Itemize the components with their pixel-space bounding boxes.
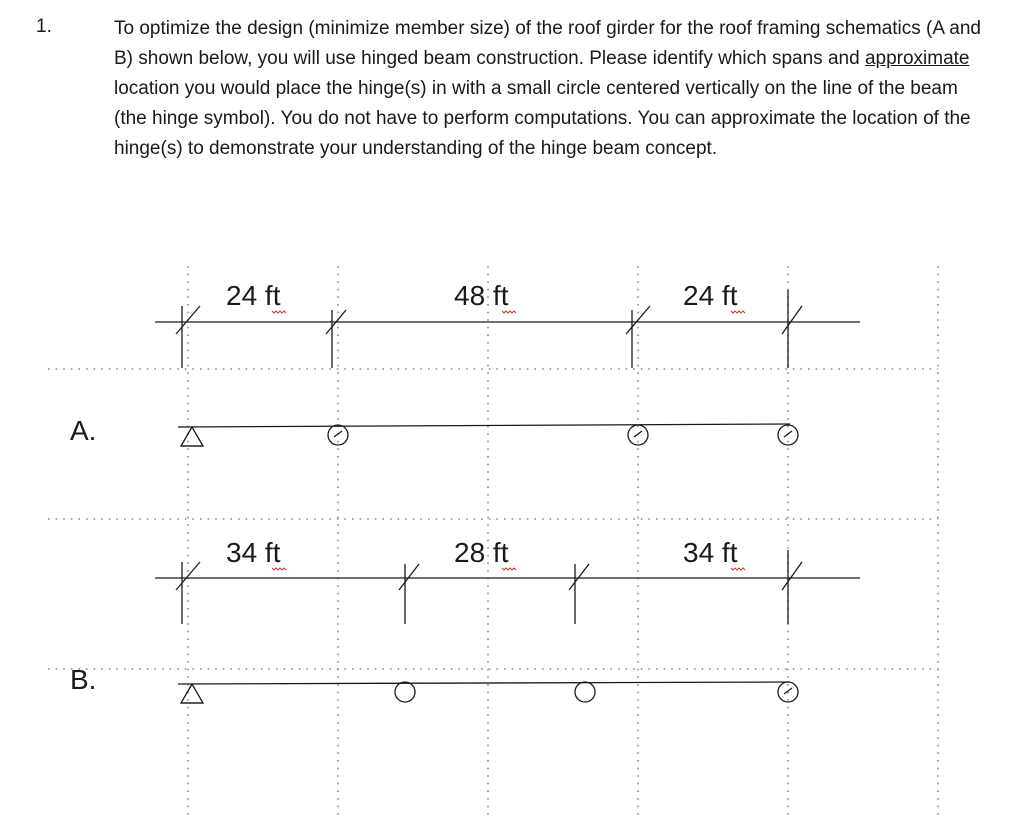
squiggles-b [272,568,745,570]
column-mark-b4 [782,550,802,624]
underlined-word: approximate [864,48,970,69]
span-b-2: 28 ft [454,537,509,568]
beam-line-b [178,682,790,684]
span-a-3: 24 ft [683,280,738,311]
roller-support-b1 [395,682,415,702]
column-mark-b3 [569,564,589,624]
span-b-1: 34 ft [226,537,281,568]
column-mark-a2 [326,310,346,368]
column-mark-b2 [399,564,419,624]
schematic-a-label: A. [70,415,97,446]
schematic-a [155,290,860,446]
span-labels-a [226,280,745,313]
span-labels-b [226,537,745,570]
schematic-b [155,550,860,703]
span-b-3: 34 ft [683,537,738,568]
beam-line-a [178,424,790,427]
column-mark-a4 [782,290,802,368]
roller-support-b2 [575,682,595,702]
question-text-part2: location you would place the hinge(s) in with a small circle centered vertically on the line of the beam (the hinge symbol). You do not have to perform computations. You can approximate the location of the hinge(s) to demonstrate your understanding of the hinge beam concept. [114,78,971,159]
span-a-2: 48 ft [454,280,509,311]
schematic-b-label: B. [70,664,97,695]
pin-support-a [181,427,203,446]
question-number: 1. [36,16,52,37]
span-a-1: 24 ft [226,280,281,311]
pin-support-b [181,684,203,703]
question-text-part1: To optimize the design (minimize member size) of the roof girder for the roof framing schematics (A and B) shown below, you will use hinged beam construction. Please identify which spans and [114,18,981,69]
